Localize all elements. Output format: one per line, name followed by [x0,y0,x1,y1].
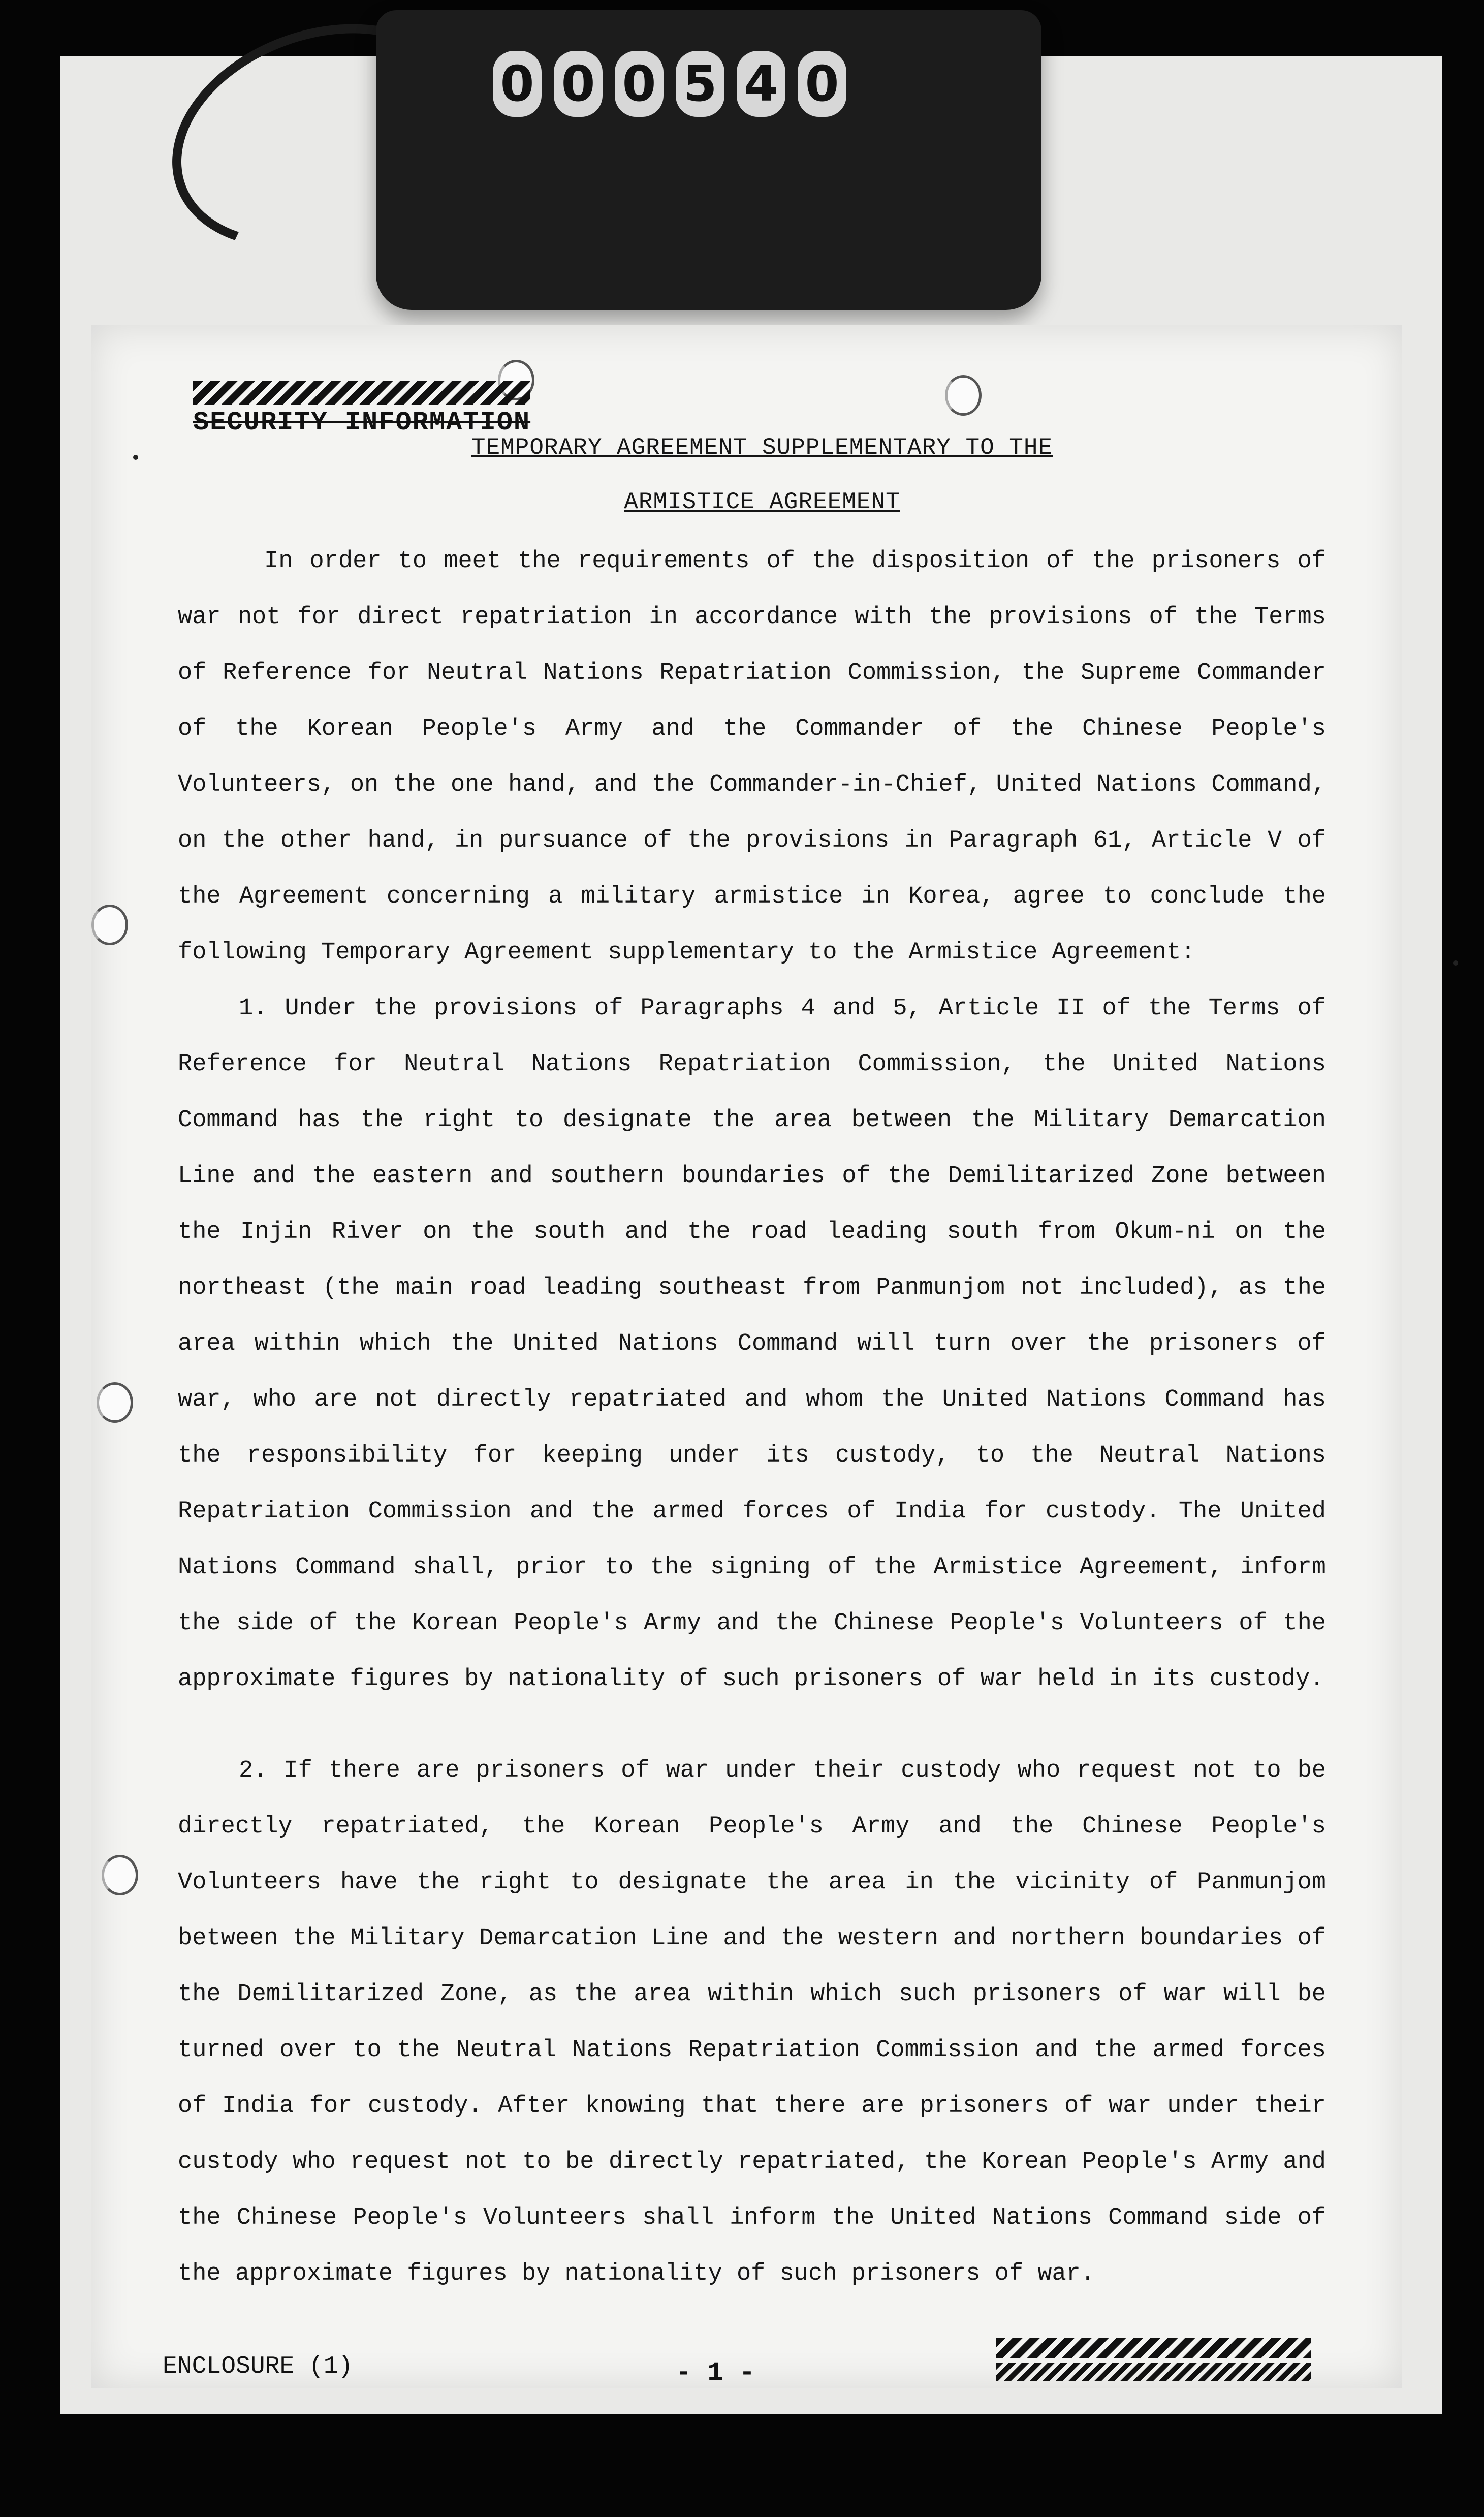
frame-counter-digit: 0 [493,51,542,117]
redaction-scribble [193,381,530,405]
frame-counter-digit: 0 [798,51,846,117]
redaction-scribble [996,2363,1311,2381]
redaction-scribble [996,2338,1311,2358]
frame-counter-digit: 5 [676,51,724,117]
document-title-line2: ARMISTICE AGREEMENT [624,489,900,515]
classification-marking-bottom [996,2338,1311,2381]
punch-hole [97,1382,133,1423]
document-title-line1: TEMPORARY AGREEMENT SUPPLEMENTARY TO THE [471,434,1053,461]
document-page [91,325,1402,2388]
document-subtitle [91,489,1402,515]
page-number: - 1 - [676,2358,755,2388]
punch-hole [102,1855,138,1895]
film-speck [1453,960,1458,966]
punch-hole [91,905,128,945]
preamble-paragraph: In order to meet the requirements of the disposition of the prisoners of war not for direct repatriation in accordance with the provisions of the Terms of Reference for Neutral Nations Repatriation Commission, the Supreme Commander of the Korean People's Army and the Commander of the Chinese People's Volunteers, on the one hand, and the Commander-in-Chief, United Nations Command, on the other hand, in pursuance of the provisions in Paragraph 61, Article V of the Agreement concerning a military armistice in Korea, agree to conclude the following Temporary Agreement supplementary to the Armistice Agreement: [178,548,1326,966]
frame-counter-digit: 0 [554,51,603,117]
frame-counter [376,10,1041,310]
frame-counter-digits [493,51,846,117]
enclosure-label: ENCLOSURE (1) [163,2353,353,2380]
punch-hole [945,375,982,416]
frame-counter-digit: 0 [615,51,664,117]
paragraph-1: 1. Under the provisions of Paragraphs 4 and 5, Article II of the Terms of Reference for Neutral Nations Repatriation Commission, the United Nations Command has the right to designate the area between the Military Demarcation Line and the eastern and southern boundaries of the Demilitarized Zone between the Injin River on the south and the road leading south from Okum-ni on the northeast (the main road leading southeast from Panmunjom not included), as the area within which the United Nations Command will turn over the prisoners of war, who are not directly repatriated and whom the United Nations Command has the responsibility for keeping under its custody, to the Neutral Nations Repatriation Commission and the armed forces of India for custody. The United Nations Command shall, prior to the signing of the Armistice Agreement, inform the side of the Korean People's Army and the Chinese People's Volunteers of the approximate figures by nationality of such prisoners of war held in its custody. [178,995,1326,1693]
frame-counter-digit: 4 [737,51,785,117]
film-speck [133,455,138,460]
classification-text: SECURITY INFORMATION [193,408,531,438]
classification-marking-top [193,381,530,438]
document-title [91,434,1402,461]
paragraph-2: 2. If there are prisoners of war under their custody who request not to be directly repatriated, the Korean People's Army and the Chinese People's Volunteers have the right to designate the area in the vicinity of Panmunjom between the Military Demarcation Line and the western and northern boundaries of the Demilitarized Zone, as the area within which such prisoners of war will be turned over to the Neutral Nations Repatriation Commission and the armed forces of India for custody. After knowing that there are prisoners of war under their custody who request not to be directly repatriated, the Korean People's Army and the Chinese People's Volunteers shall inform the United Nations Command side of the approximate figures by nationality of such prisoners of war. [178,1757,1326,2287]
